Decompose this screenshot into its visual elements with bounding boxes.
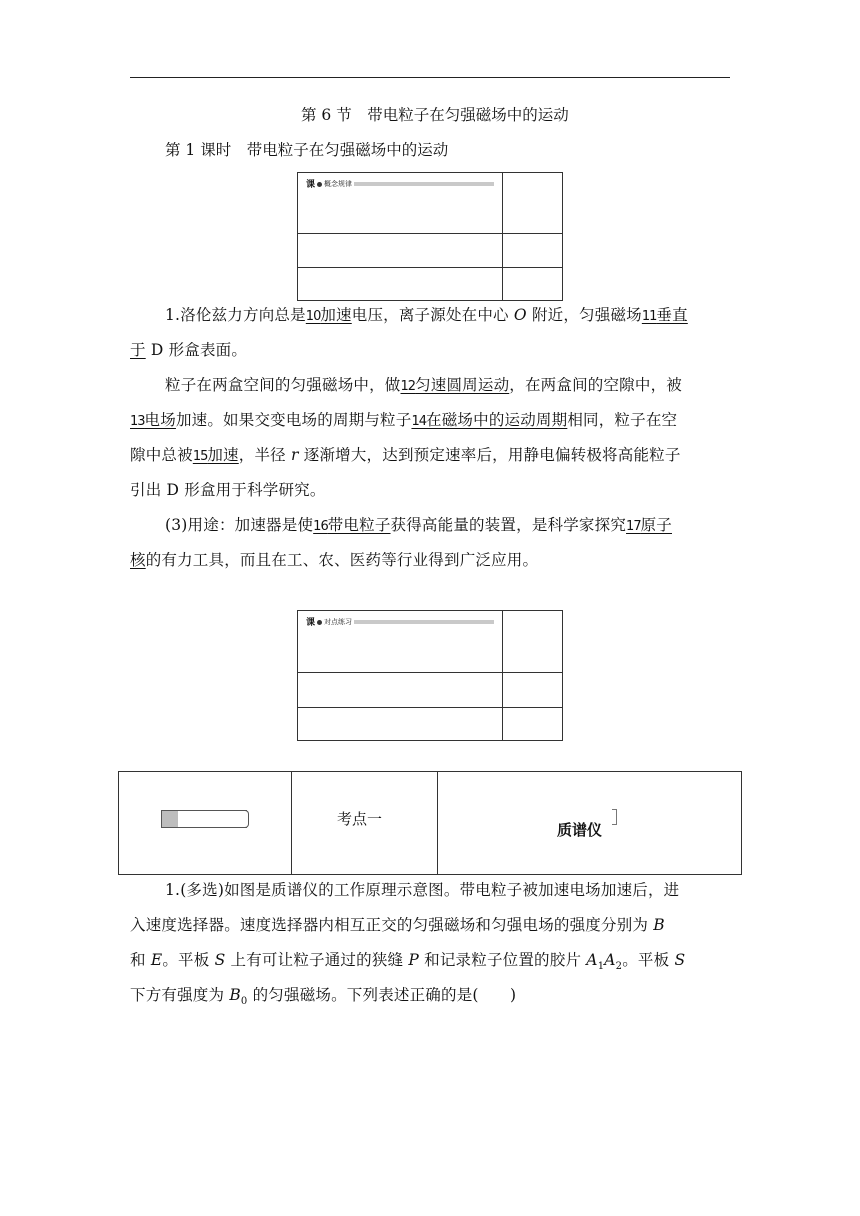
lesson-title: 第 1 课时 带电粒子在匀强磁场中的运动 (165, 141, 449, 159)
key-point-tag-icon (161, 810, 247, 828)
key-point-label: 考点一 (337, 810, 383, 828)
dot-icon (317, 620, 322, 625)
banner-bar (354, 182, 494, 186)
question-1-line-4: 下方有强度为 $B_0$ 的匀强磁场。下列表述正确的是( ) (130, 986, 517, 1008)
header-rule (130, 77, 730, 78)
question-1-line-3: 和 E。平板 S 上有可让粒子通过的狭缝 P 和记录粒子位置的胶片 $A_1A_2$。平板 S (130, 951, 686, 973)
banner-label: 概念规律 (324, 180, 352, 188)
paragraph-1-line-1: 1.洛伦兹力方向总是10加速电压，离子源处在中心 O 附近，匀强磁场11垂直 (165, 306, 688, 324)
banner-bar (354, 620, 494, 624)
question-1-line-2: 入速度选择器。速度选择器内相互正交的匀强磁场和匀强电场的强度分别为 B (130, 916, 665, 934)
paragraph-2-line-4: 引出 D 形盒用于科学研究。 (130, 481, 326, 499)
paragraph-2-line-1: 粒子在两盒空间的匀强磁场中，做12匀速圆周运动，在两盒间的空隙中，被 (165, 376, 682, 394)
key-point-title: 质谱仪 (557, 821, 603, 839)
concept-banner-table (297, 172, 563, 301)
key-point-table (118, 771, 742, 875)
section-title: 第 6 节 带电粒子在匀强磁场中的运动 (301, 106, 569, 124)
dot-icon (317, 182, 322, 187)
paragraph-2-line-2: 13电场加速。如果交变电场的周期与粒子14在磁场中的运动周期相同，粒子在空 (130, 411, 678, 429)
question-1-line-1: 1.(多选)如图是质谱仪的工作原理示意图。带电粒子被加速电场加速后，进 (165, 881, 680, 899)
bracket-icon (612, 809, 617, 825)
paragraph-3-line-2: 核的有力工具，而且在工、农、医药等行业得到广泛应用。 (130, 551, 539, 569)
paragraph-3-line-1: (3)用途：加速器是使16带电粒子获得高能量的装置，是科学家探究17原子 (165, 516, 672, 534)
practice-banner-table (297, 610, 563, 741)
paragraph-2-line-3: 隙中总被15加速，半径 r 逐渐增大，达到预定速率后，用静电偏转极将高能粒子 (130, 446, 681, 464)
banner-label: 对点练习 (324, 618, 352, 626)
lesson-icon: 课 (306, 180, 316, 190)
paragraph-1-line-2: 于 D 形盒表面。 (130, 341, 248, 359)
lesson-icon: 课 (306, 618, 316, 628)
